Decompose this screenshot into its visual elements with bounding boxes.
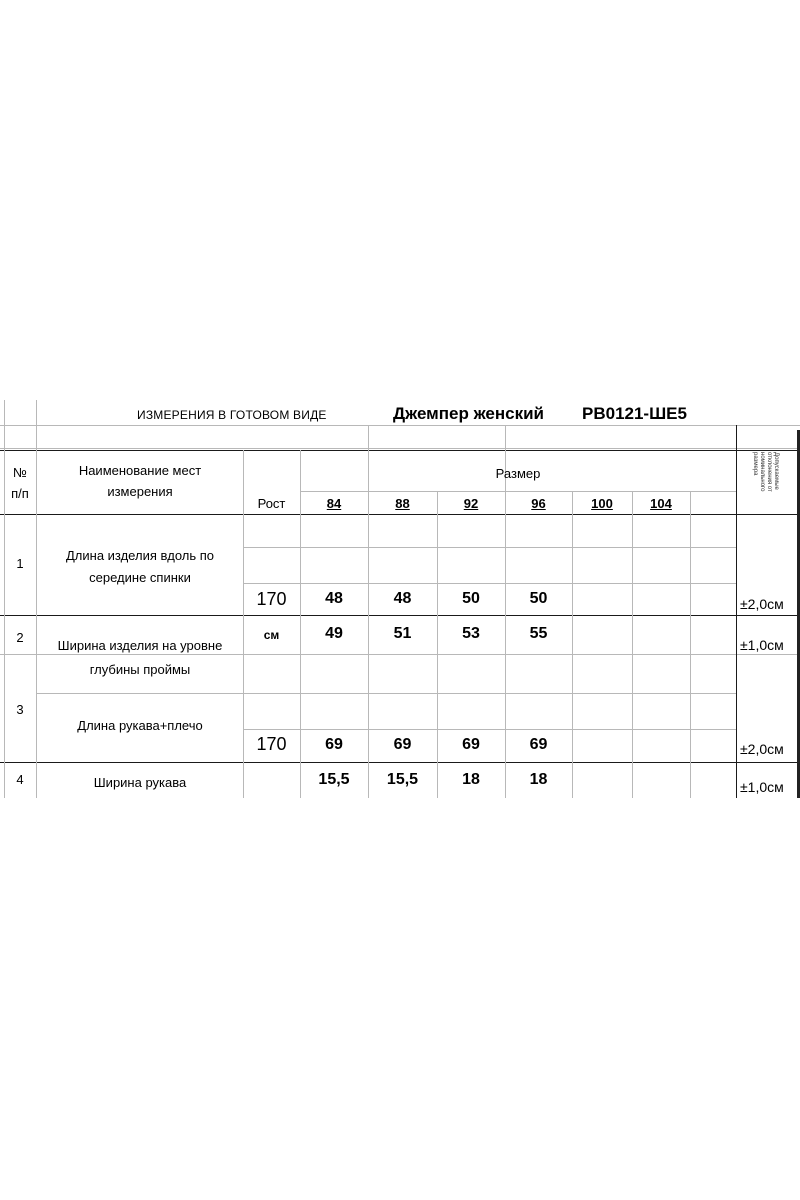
row-4-tolerance: ±1,0см bbox=[740, 779, 784, 795]
row-2-size-88: 51 bbox=[393, 625, 412, 642]
column-size-group-header: Размер bbox=[495, 466, 541, 481]
row-3-size-96: 69 bbox=[529, 736, 548, 753]
row-2-size-92: 53 bbox=[462, 625, 480, 642]
row-1-num: 1 bbox=[16, 556, 24, 571]
row-3-size-84: 69 bbox=[325, 736, 343, 753]
row-1-size-88: 48 bbox=[393, 590, 412, 607]
row-1-size-96: 50 bbox=[529, 590, 548, 607]
row-4-size-84: 15,5 bbox=[318, 771, 350, 788]
size-84: 84 bbox=[326, 496, 342, 511]
row-4-size-96: 18 bbox=[529, 771, 548, 788]
product-title: Джемпер женский bbox=[393, 404, 544, 423]
header-subtitle: ИЗМЕРЕНИЯ В ГОТОВОМ ВИДЕ bbox=[137, 408, 327, 422]
row-4-size-92: 18 bbox=[462, 771, 480, 788]
size-chart-table bbox=[0, 400, 800, 798]
column-rost-header: Рост bbox=[257, 496, 286, 511]
tolerance-header: Допускаемые отклонения от номинального размера bbox=[752, 452, 779, 492]
row-1-size-92: 50 bbox=[462, 590, 480, 607]
size-88: 88 bbox=[395, 496, 410, 511]
row-2-num: 2 bbox=[16, 630, 24, 645]
row-3-name: Длина рукава+плечо bbox=[77, 718, 203, 733]
size-92: 92 bbox=[463, 496, 479, 511]
row-3-size-92: 69 bbox=[462, 736, 480, 753]
row-1-rost: 170 bbox=[256, 589, 287, 609]
size-100: 100 bbox=[591, 496, 613, 511]
row-4-num: 4 bbox=[16, 772, 24, 787]
row-3-num: 3 bbox=[16, 702, 24, 717]
row-2-name: Ширина изделия на уровне глубины проймы bbox=[57, 638, 223, 677]
row-3-rost: 170 bbox=[256, 734, 287, 754]
row-3-tolerance: ±2,0см bbox=[740, 741, 784, 757]
row-4-name: Ширина рукава bbox=[93, 775, 187, 790]
row-2-rost: см bbox=[263, 628, 280, 642]
row-2-tolerance: ±1,0см bbox=[740, 637, 784, 653]
row-4-size-88: 15,5 bbox=[386, 771, 419, 788]
column-num-header: № п/п bbox=[11, 465, 29, 501]
row-2-size-84: 49 bbox=[325, 625, 343, 642]
row-2-size-96: 55 bbox=[529, 625, 548, 642]
size-96: 96 bbox=[531, 496, 546, 511]
size-104: 104 bbox=[650, 496, 672, 511]
product-article: РВ0121-ШЕ5 bbox=[582, 404, 687, 423]
row-1-size-84: 48 bbox=[325, 590, 343, 607]
row-1-tolerance: ±2,0см bbox=[740, 596, 784, 612]
row-1-name: Длина изделия вдоль по середине спинки bbox=[65, 548, 215, 585]
row-3-size-88: 69 bbox=[393, 736, 412, 753]
column-name-header: Наименование мест измерения bbox=[78, 463, 202, 499]
